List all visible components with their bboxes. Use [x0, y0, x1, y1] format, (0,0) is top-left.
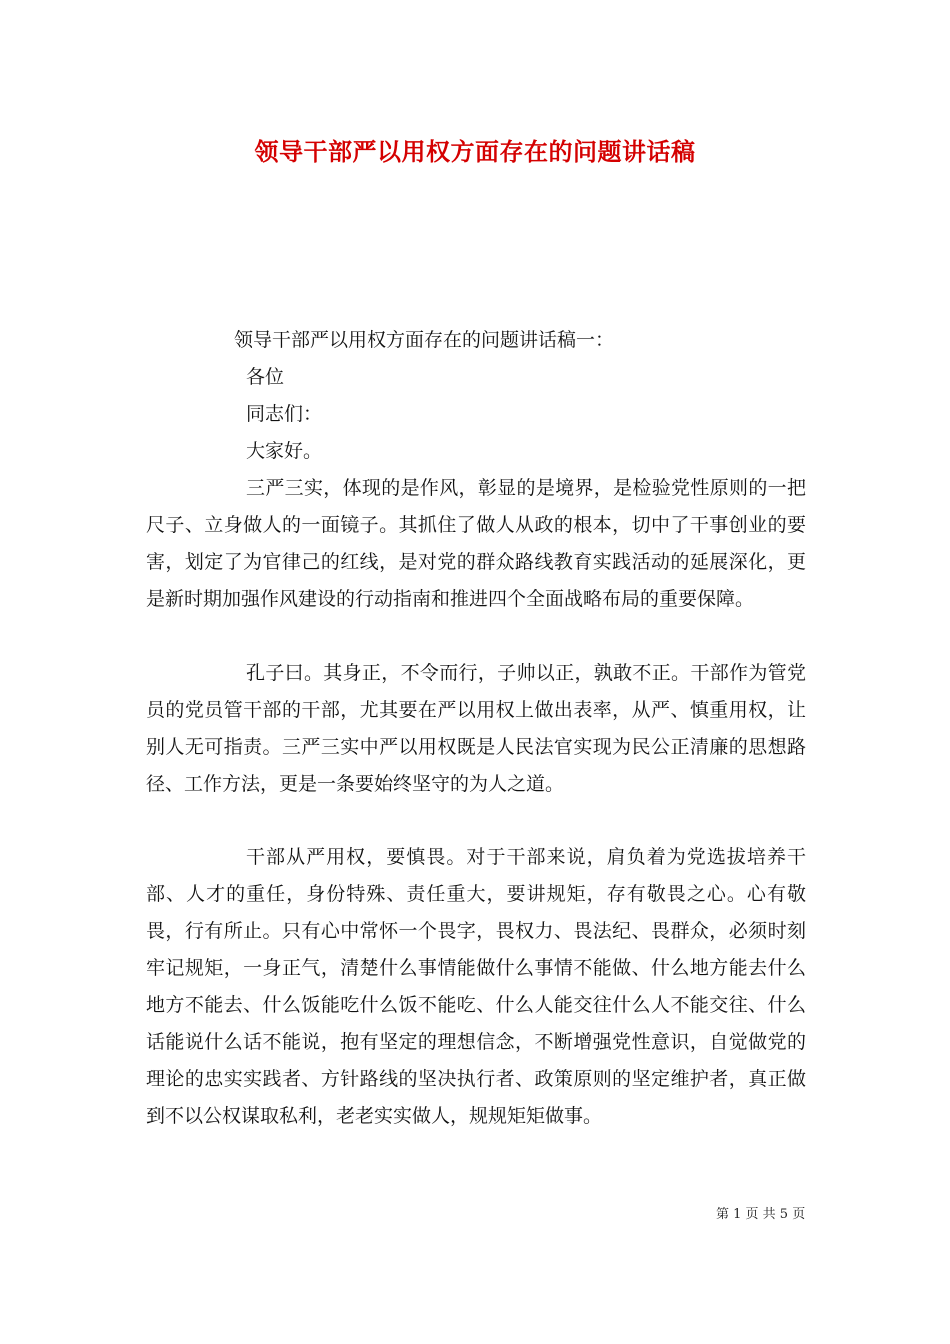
paragraph-3: 干部从严用权，要慎畏。对于干部来说，肩负着为党选拔培养干部、人才的重任，身份特殊、责任重大，要讲规矩，存有敬畏之心。心有敬畏，行有所止。只有心中常怀一个畏字，畏权力、畏法纪、畏群众，必须时刻牢记规矩，一身正气，清楚什么事情能做什么事情不能做、什么地方能去什么地方不能去、什么饭能吃什么饭不能吃、什么人能交往什么人不能交往、什么话能说什么话不能说，抱有坚定的理想信念，不断增强党性意识，自觉做党的理论的忠实实践者、方针路线的坚决执行者、政策原则的坚定维护者，真正做到不以公权谋取私利，老老实实做人，规规矩矩做事。 [146, 846, 806, 1127]
document-body [146, 322, 806, 1182]
paragraph-2: 孔子曰。其身正，不令而行，子帅以正，孰敢不正。干部作为管党员的党员管干部的干部，尤其要在严以用权上做出表率，从严、慎重用权，让别人无可指责。三严三实中严以用权既是人民法官实现为民公正清廉的思想路径、工作方法，更是一条要始终坚守的为人之道。 [146, 662, 806, 795]
greeting-line-2: 同志们： [246, 403, 323, 425]
paragraph-1: 三严三实，体现的是作风，彰显的是境界，是检验党性原则的一把尺子、立身做人的一面镜子。其抓住了做人从政的根本，切中了干事创业的要害，划定了为官律己的红线，是对党的群众路线教育实践活动的延展深化，更是新时期加强作风建设的行动指南和推进四个全面战略布局的重要保障。 [146, 477, 806, 610]
section-heading: 领导干部严以用权方面存在的问题讲话稿一： [234, 329, 615, 351]
greeting-line-3: 大家好。 [246, 440, 323, 462]
greeting-line-1: 各位 [246, 366, 285, 388]
document-title: 领导干部严以用权方面存在的问题讲话稿 [254, 137, 696, 166]
page-number: 第 1 页 共 5 页 [716, 1207, 806, 1222]
